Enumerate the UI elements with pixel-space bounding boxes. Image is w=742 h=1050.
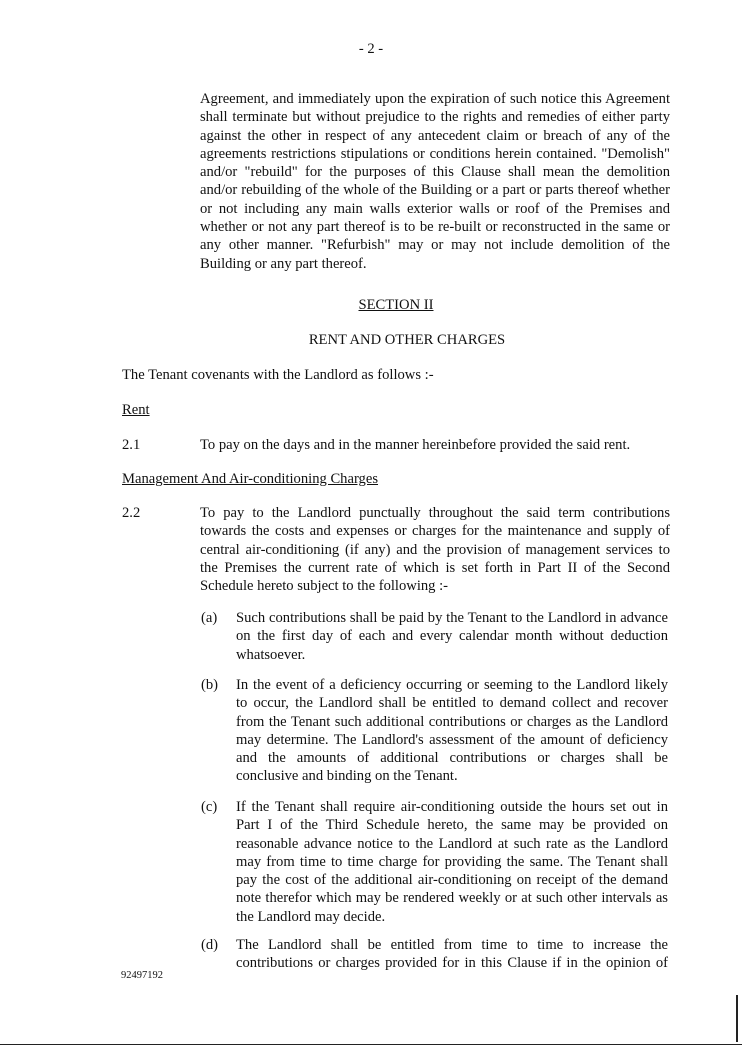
clause-number-2-2: 2.2 xyxy=(122,505,141,521)
covenant-intro: The Tenant covenants with the Landlord as follows :- xyxy=(122,367,434,383)
intro-paragraph: Agreement, and immediately upon the expiration of such notice this Agreement shall terminate but without prejudice to the rights and remedies of either party against the other in respect of any antecedent claim or breach of any of the agreements restrictions stipulations or conditions herein contained. "Demolish" and/or "rebuild" for the purposes of this Clause shall mean the demolition and/or rebuilding of the whole of the Building or a part or parts thereof whether or not including any main walls exterior walls or roof of the Premises and whether or not any part thereof is to be re-built or reconstructed in the same or any other manner. "Refurbish" may or may not include demolition of the Building or any part thereof. xyxy=(200,91,670,272)
rent-heading: Rent xyxy=(122,402,150,418)
clause-number-2-1: 2.1 xyxy=(122,437,141,453)
subclause-b-label: (b) xyxy=(201,677,219,693)
document-code: 92497192 xyxy=(121,970,163,981)
subclause-a-label: (a) xyxy=(201,610,218,626)
subclause-c-label: (c) xyxy=(201,799,218,815)
subclause-c-text: If the Tenant shall require air-conditioning outside the hours set out in Part I of the Third Schedule hereto, the same may be provided on reasonable advance notice to the Landlord at such rate as the Landlord may from time to time charge for providing the same. The Tenant shall pay the cost of the additional air-conditioning on receipt of the demand note therefor which may be rendered weekly or at such other intervals as the Landlord may decide. xyxy=(236,799,668,925)
clause-text-2-2: To pay to the Landlord punctually throughout the said term contributions towards the costs and expenses or charges for the maintenance and supply of central air-conditioning (if any) and the provision of management services to the Premises the current rate of which is set forth in Part II of the Second Schedule hereto subject to the following :- xyxy=(200,505,670,595)
subclause-d-text: The Landlord shall be entitled from time to time to increase the contributions or charges provided for in this Clause if in the opinion of xyxy=(236,937,668,972)
section-title: RENT AND OTHER CHARGES xyxy=(308,332,506,348)
bottom-edge-line xyxy=(0,1044,742,1045)
page-number: - 2 - xyxy=(358,41,384,57)
management-heading: Management And Air-conditioning Charges xyxy=(122,471,379,487)
section-number: SECTION II xyxy=(358,297,434,313)
subclause-a-text: Such contributions shall be paid by the Tenant to the Landlord in advance on the first day of each and every calendar month without deduction whatsoever. xyxy=(236,610,668,663)
right-edge-mark xyxy=(736,995,738,1042)
clause-text-2-1: To pay on the days and in the manner hereinbefore provided the said rent. xyxy=(200,437,631,453)
subclause-b-text: In the event of a deficiency occurring or seeming to the Landlord likely to occur, the Landlord shall be entitled to demand collect and recover from the Tenant such additional contributions or charges as the Landlord may determine. The Landlord's assessment of the amount of deficiency and the amounts of additional contributions or charges shall be conclusive and binding on the Tenant. xyxy=(236,677,668,785)
subclause-d-label: (d) xyxy=(201,937,219,953)
